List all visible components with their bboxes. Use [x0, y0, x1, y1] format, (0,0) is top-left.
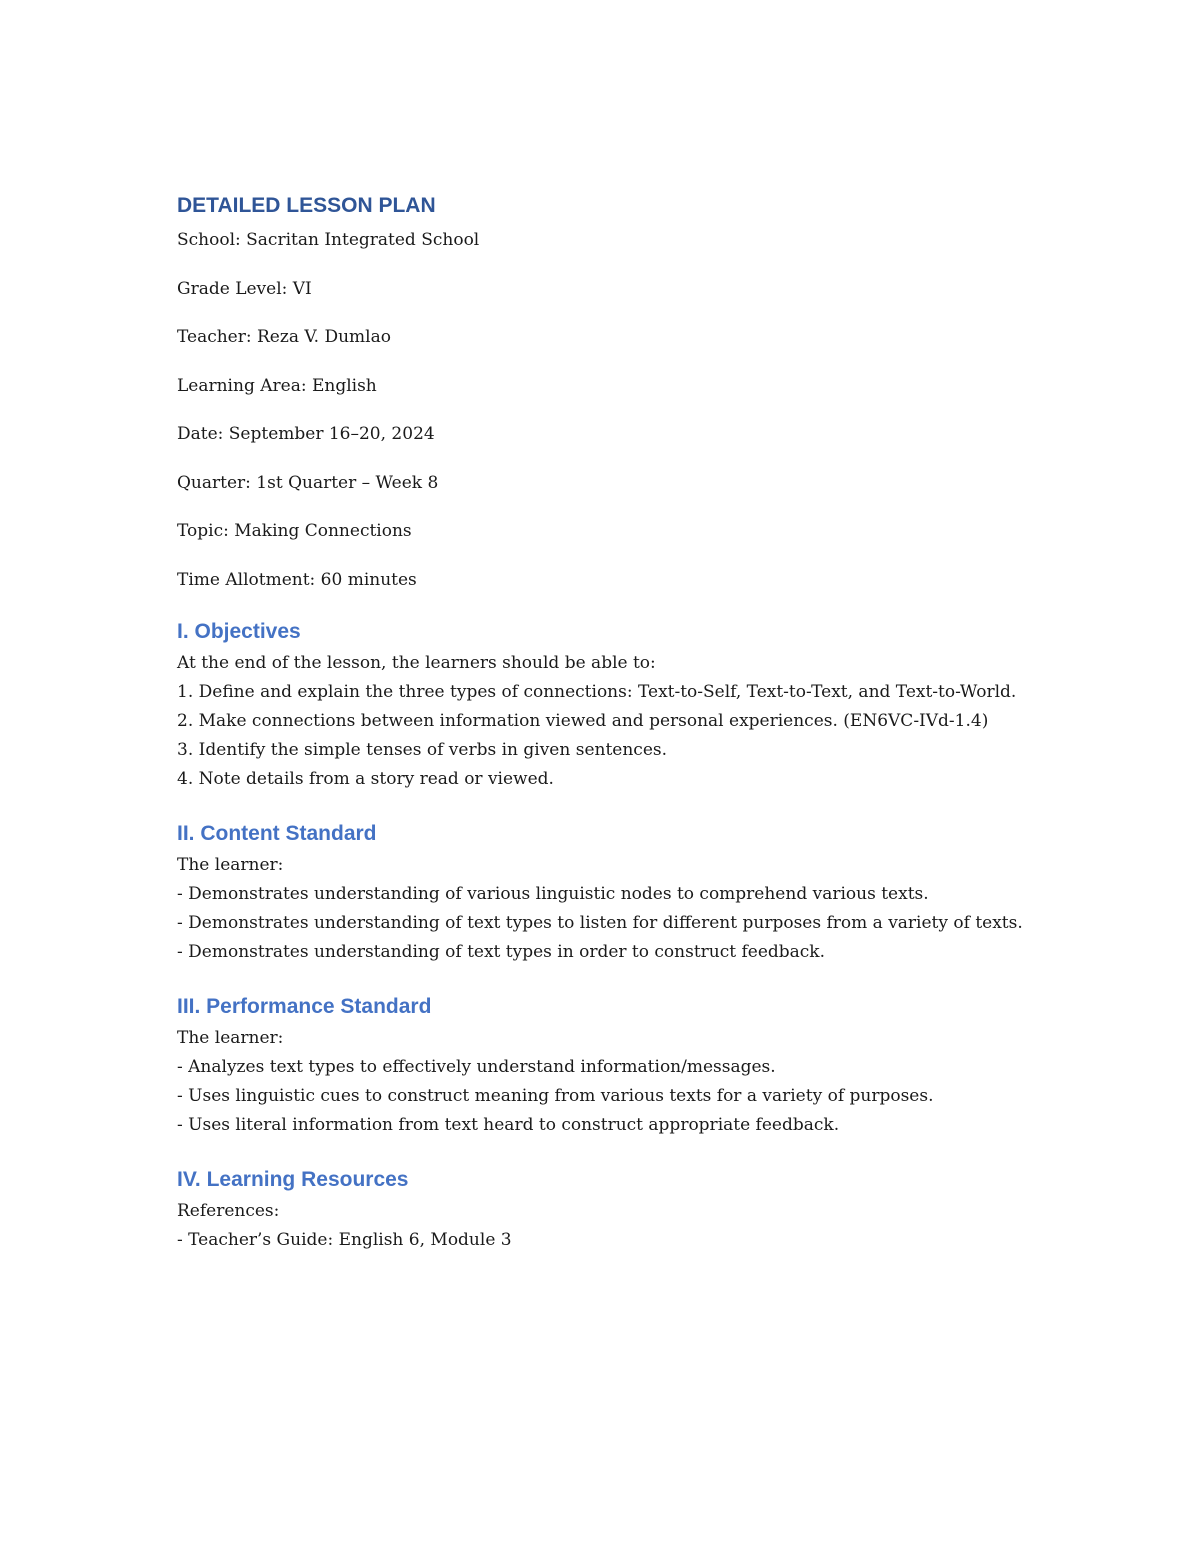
info-date: Date: September 16–20, 2024 [177, 424, 435, 444]
standard-item: - Analyzes text types to effectively understand information/messages. [177, 1056, 776, 1077]
standard-item: - Demonstrates understanding of text types in order to construct feedback. [177, 941, 826, 962]
section-heading: II. Content Standard [177, 821, 377, 845]
objective-item: 1. Define and explain the three types of connections: Text-to-Self, Text-to-Text, and Text-to-World. [177, 681, 1017, 702]
document-body [177, 192, 1037, 1255]
section-performance-standard [177, 992, 1037, 1140]
section-heading: I. Objectives [177, 619, 301, 643]
objective-item: 3. Identify the simple tenses of verbs in given sentences. [177, 739, 668, 760]
reference-item: - Teacher’s Guide: English 6, Module 3 [177, 1229, 512, 1250]
section-intro: References: [177, 1200, 280, 1221]
section-objectives [177, 617, 1037, 794]
section-intro: The learner: [177, 854, 284, 875]
standard-item: - Demonstrates understanding of various linguistic nodes to comprehend various texts. [177, 883, 929, 904]
standard-item: - Uses literal information from text heard to construct appropriate feedback. [177, 1114, 840, 1135]
info-school: School: Sacritan Integrated School [177, 230, 480, 250]
objective-item: 2. Make connections between information viewed and personal experiences. (EN6VC-IVd-1.4) [177, 710, 989, 731]
info-topic: Topic: Making Connections [177, 521, 412, 541]
info-learning-area: Learning Area: English [177, 375, 377, 396]
section-learning-resources [177, 1165, 1037, 1255]
section-content-standard [177, 819, 1037, 967]
document-title: DETAILED LESSON PLAN [177, 194, 436, 217]
lesson-info [177, 228, 1037, 592]
standard-item: - Uses linguistic cues to construct meaning from various texts for a variety of purposes. [177, 1085, 934, 1106]
section-heading: IV. Learning Resources [177, 1167, 409, 1191]
section-intro: At the end of the lesson, the learners should be able to: [177, 652, 656, 673]
objective-item: 4. Note details from a story read or viewed. [177, 768, 554, 789]
info-quarter: Quarter: 1st Quarter – Week 8 [177, 472, 439, 493]
info-grade-level: Grade Level: VI [177, 278, 312, 299]
info-teacher: Teacher: Reza V. Dumlao [177, 327, 391, 347]
section-intro: The learner: [177, 1027, 284, 1048]
info-time-allotment: Time Allotment: 60 minutes [177, 569, 417, 590]
standard-item: - Demonstrates understanding of text types to listen for different purposes from a variety of texts. [177, 912, 1023, 933]
section-heading: III. Performance Standard [177, 994, 432, 1018]
